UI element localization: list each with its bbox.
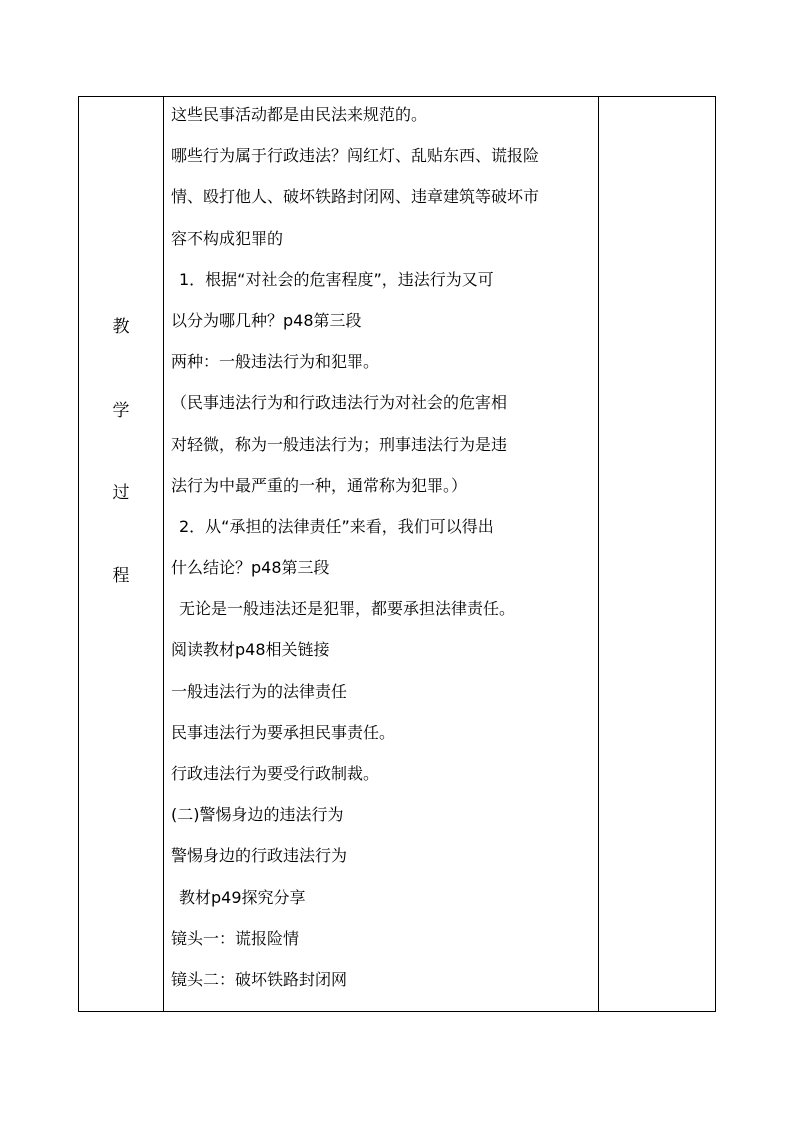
content-line: 镜头二：破坏铁路封闭网 (171, 969, 348, 989)
column-divider-left (163, 97, 164, 1011)
content-line: 两种：一般违法行为和犯罪。 (171, 352, 380, 372)
column-divider-right (598, 97, 599, 1011)
content-cell (171, 105, 596, 1011)
content-line: 2．从“承担的法律责任”来看，我们可以得出 (179, 516, 494, 536)
content-line: 情、殴打他人、破坏铁路封闭网、违章建筑等破坏市 (171, 187, 540, 207)
content-line: 无论是一般违法还是犯罪，都要承担法律责任。 (179, 599, 516, 619)
side-label-char: 过 (112, 483, 130, 503)
side-label-char: 教 (112, 317, 130, 337)
content-line: 以分为哪几种？p48第三段 (171, 310, 362, 330)
side-label-char: 程 (112, 566, 130, 586)
content-line: 教材p49探究分享 (179, 887, 306, 907)
content-line: 民事违法行为要承担民事责任。 (171, 722, 396, 742)
content-line: 容不构成犯罪的 (171, 228, 284, 248)
content-line: 什么结论？p48第三段 (171, 558, 330, 578)
content-line: 这些民事活动都是由民法来规范的。 (171, 105, 428, 124)
content-line: 行政违法行为要受行政制裁。 (171, 764, 380, 783)
content-line: 阅读教材p48相关链接 (171, 640, 330, 660)
content-line: 对轻微，称为一般违法行为；刑事违法行为是违 (171, 434, 508, 454)
content-line: 警惕身边的行政违法行为 (171, 846, 348, 866)
content-line: 1．根据“对社会的危害程度”，违法行为又可 (179, 269, 494, 289)
side-label-char: 学 (112, 401, 130, 421)
content-line: (二)警惕身边的违法行为 (171, 805, 344, 825)
content-line: 法行为中最严重的一种，通常称为犯罪。） (171, 475, 468, 495)
lesson-table (78, 96, 716, 1012)
content-line: 一般违法行为的法律责任 (171, 681, 348, 701)
content-line: （民事违法行为和行政违法行为对社会的危害相 (171, 393, 508, 413)
content-line: 哪些行为属于行政违法？闯红灯、乱贴东西、谎报险 (171, 146, 540, 166)
content-line: 镜头一：谎报险情 (171, 928, 300, 948)
